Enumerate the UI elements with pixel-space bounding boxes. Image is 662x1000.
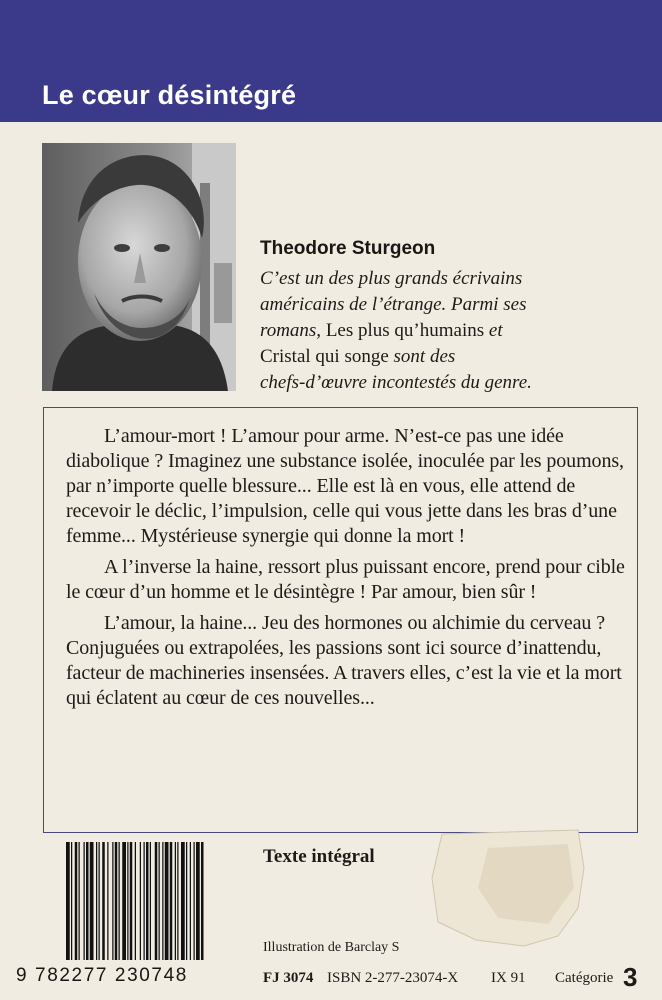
barcode-bar [165,842,169,960]
barcode-bar [140,842,141,960]
blurb-paragraph: L’amour-mort ! L’amour pour arme. N’est-ce pas une idée diabolique ? Imaginez une substance isolée, inoculée par les poumons, par n’importe quelle blessure... Elle est là en vous, elle attend de recevoir le déclic, l’impulsion, celle qui vous jette dans les bras d’une femme... Mystérieuse synergie qui donne la mort ! [66,425,624,547]
category-label: Catégorie [555,970,614,986]
catalog-code: FJ 3074 [263,970,314,986]
barcode-bar [96,842,97,960]
barcode-bar [196,842,200,960]
barcode-bar [107,842,108,960]
barcode-bar [159,842,160,960]
bio-book-title: Les plus qu’humains [321,320,489,341]
barcode-bar [71,842,72,960]
barcode-bar [186,842,187,960]
barcode-bar [190,842,191,960]
barcode-bar [170,842,173,960]
book-title: Le cœur désintégré [42,80,297,110]
author-name: Theodore Sturgeon [260,238,436,259]
barcode-bar [66,842,70,960]
barcode-bar [150,842,151,960]
bio-segment: américains de l’étrange. Parmi ses [260,294,527,315]
barcode-bar [146,842,149,960]
bio-segment: C’est un des plus grands écrivains [260,268,523,289]
barcode-bar [127,842,128,960]
torn-label-patch [428,828,588,950]
barcode-bar [135,842,136,960]
author-photo [42,143,236,391]
barcode-bar [130,842,133,960]
barcode-bar [112,842,113,960]
barcode-bar [177,842,178,960]
bio-segment: chefs-d’œuvre incontestés du genre. [260,372,532,393]
bio-segment: et [488,320,503,341]
barcode-bar [102,842,105,960]
bio-segment: sont des [393,346,456,367]
texte-integral-label: Texte intégral [263,846,375,867]
catalog-line [263,962,653,992]
barcode-bar [122,842,126,960]
blurb-paragraph: L’amour, la haine... Jeu des hormones ou alchimie du cerveau ? Conjuguées ou extrapolées, les passions sont ici source d’inattendu, facteur de machineries insensées. A travers elles, c’est la vie et la mort qui éclatent au cœur de ces nouvelles... [66,612,622,709]
barcode-bar [181,842,185,960]
barcode-bar [201,842,204,960]
blurb [66,424,626,717]
barcode-bar [162,842,163,960]
author-bio [260,266,650,396]
barcode-bar [155,842,158,960]
isbn-text: ISBN 2-277-23074-X [327,970,459,986]
ix-code: IX 91 [491,970,526,986]
barcode-bar [75,842,78,960]
barcode-bar [84,842,85,960]
barcode-bar [115,842,118,960]
barcode-bar [119,842,120,960]
barcode-bar [99,842,100,960]
bio-book-title: Cristal qui songe [260,346,394,367]
barcode-bar [144,842,145,960]
barcode-bar [79,842,80,960]
barcode-digits: 9 782277 230748 [16,965,188,986]
barcode-bar [175,842,176,960]
blurb-paragraph: A l’inverse la haine, ressort plus puissant encore, prend pour cible le cœur d’un homme et le désintègre ! Par amour, bien sûr ! [66,556,625,603]
bio-segment: romans, [260,320,322,341]
barcode-bar [90,842,94,960]
barcode-bar [194,842,195,960]
illustration-credit: Illustration de Barclay S [263,940,400,955]
category-number: 3 [623,962,638,992]
barcode-bar [86,842,89,960]
author-block [260,238,650,396]
